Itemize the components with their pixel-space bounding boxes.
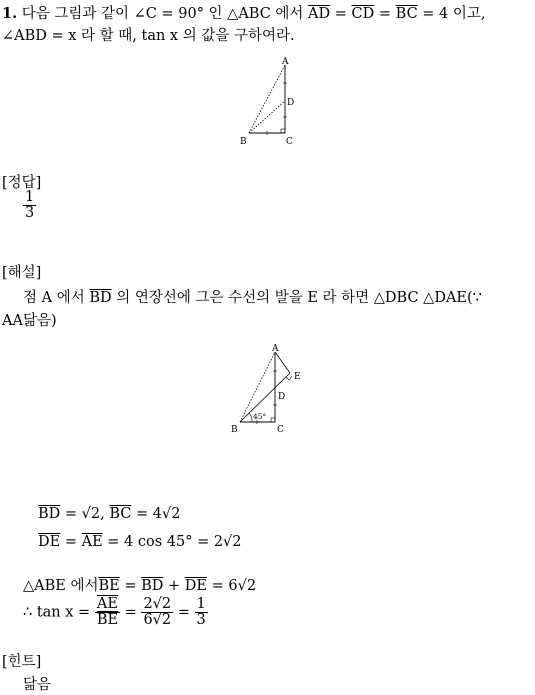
fraction-denominator: 3	[196, 612, 206, 629]
segment-bc: $\overline{BC}$	[395, 6, 418, 22]
explanation-line-1	[23, 289, 482, 307]
segment-ae-line	[275, 352, 290, 373]
explanation-text-post: 의 연장선에 그은 수선의 발을 E 라 하면 △DBC △DAE(∵	[111, 290, 482, 306]
equation-value: = 6√2	[207, 578, 257, 594]
segment-bd: $\overline{BD}$	[38, 506, 61, 522]
segment-bd: $\overline{BD}$	[89, 290, 112, 306]
equation-value: = √2,	[60, 506, 110, 522]
equation-value: = 4 cos 45° = 2√2	[102, 534, 242, 550]
fraction-result	[195, 597, 208, 628]
angle-arc	[249, 413, 252, 422]
fraction-denominator: BE	[96, 612, 119, 629]
equation-value: = 4√2	[131, 506, 181, 522]
plus-sign: +	[163, 578, 185, 594]
hint-text: 닮음	[23, 677, 52, 693]
segment-be: $\overline{BE}$	[98, 578, 120, 594]
label-e: E	[294, 372, 301, 382]
triangle-figure-2	[228, 342, 308, 434]
angle-label: 45°	[253, 412, 267, 421]
equation-3	[23, 577, 256, 595]
label-b: B	[240, 137, 247, 147]
label-c: C	[277, 425, 284, 434]
fraction-denominator: 6√2	[143, 612, 172, 629]
equation-prefix: ∴ tan x =	[23, 604, 95, 621]
problem-number: 1.	[2, 5, 18, 22]
label-b: B	[231, 425, 238, 434]
triangle-figure-1	[238, 56, 300, 148]
equation-prefix: △ABE 에서	[23, 578, 99, 594]
problem-line-1	[2, 5, 486, 23]
segment-de: $\overline{DE}$	[38, 534, 61, 550]
equals-sign: =	[330, 6, 352, 22]
label-a: A	[282, 57, 289, 67]
answer-numerator: 1	[25, 189, 35, 205]
problem-text-pre: 다음 그림과 같이 ∠C = 90° 인 △ABC 에서	[21, 6, 309, 22]
segment-cd: $\overline{CD}$	[351, 6, 375, 22]
hint-header: [힌트]	[2, 654, 42, 670]
label-c: C	[286, 137, 293, 147]
equals-sign: =	[177, 604, 195, 621]
equals-sign: =	[374, 6, 396, 22]
explanation-line-2: AA닮음)	[2, 313, 57, 329]
right-angle-mark	[281, 129, 285, 133]
answer-fraction	[23, 190, 36, 221]
equals-sign: =	[124, 604, 142, 621]
equation-4	[23, 597, 208, 628]
label-d: D	[278, 392, 286, 402]
equals-sign: =	[60, 534, 82, 550]
segment-bc: $\overline{BC}$	[109, 506, 132, 522]
fraction-numerator: 1	[196, 596, 206, 612]
equals-sign: =	[119, 578, 142, 594]
fraction-numerator: 2√2	[143, 596, 172, 612]
right-angle-mark-c	[271, 418, 275, 422]
segment-ae: $\overline{AE}$	[81, 534, 103, 550]
equation-1	[38, 505, 180, 523]
segment-bd-line	[249, 101, 285, 133]
equation-2	[38, 533, 242, 551]
answer-header: [정답]	[2, 175, 42, 191]
answer-denominator: 3	[25, 205, 35, 222]
explanation-header: [해설]	[2, 265, 42, 281]
problem-text-post: = 4 이고,	[417, 6, 486, 22]
explanation-text-pre: 점 A 에서	[23, 290, 90, 306]
fraction-root	[141, 597, 173, 628]
label-d: D	[287, 98, 295, 108]
fraction-ae-be	[95, 597, 120, 628]
segment-bd: $\overline{BD}$	[141, 578, 164, 594]
problem-line-2: ∠ABD = x 라 할 때, tan x 의 값을 구하여라.	[2, 28, 295, 44]
segment-de: $\overline{DE}$	[184, 578, 207, 594]
side-ab	[249, 65, 285, 133]
label-a: A	[272, 344, 279, 354]
segment-ad: $\overline{AD}$	[308, 6, 331, 22]
fraction-numerator: $\overline{AE}$	[96, 596, 118, 612]
right-angle-mark-e	[286, 376, 292, 380]
